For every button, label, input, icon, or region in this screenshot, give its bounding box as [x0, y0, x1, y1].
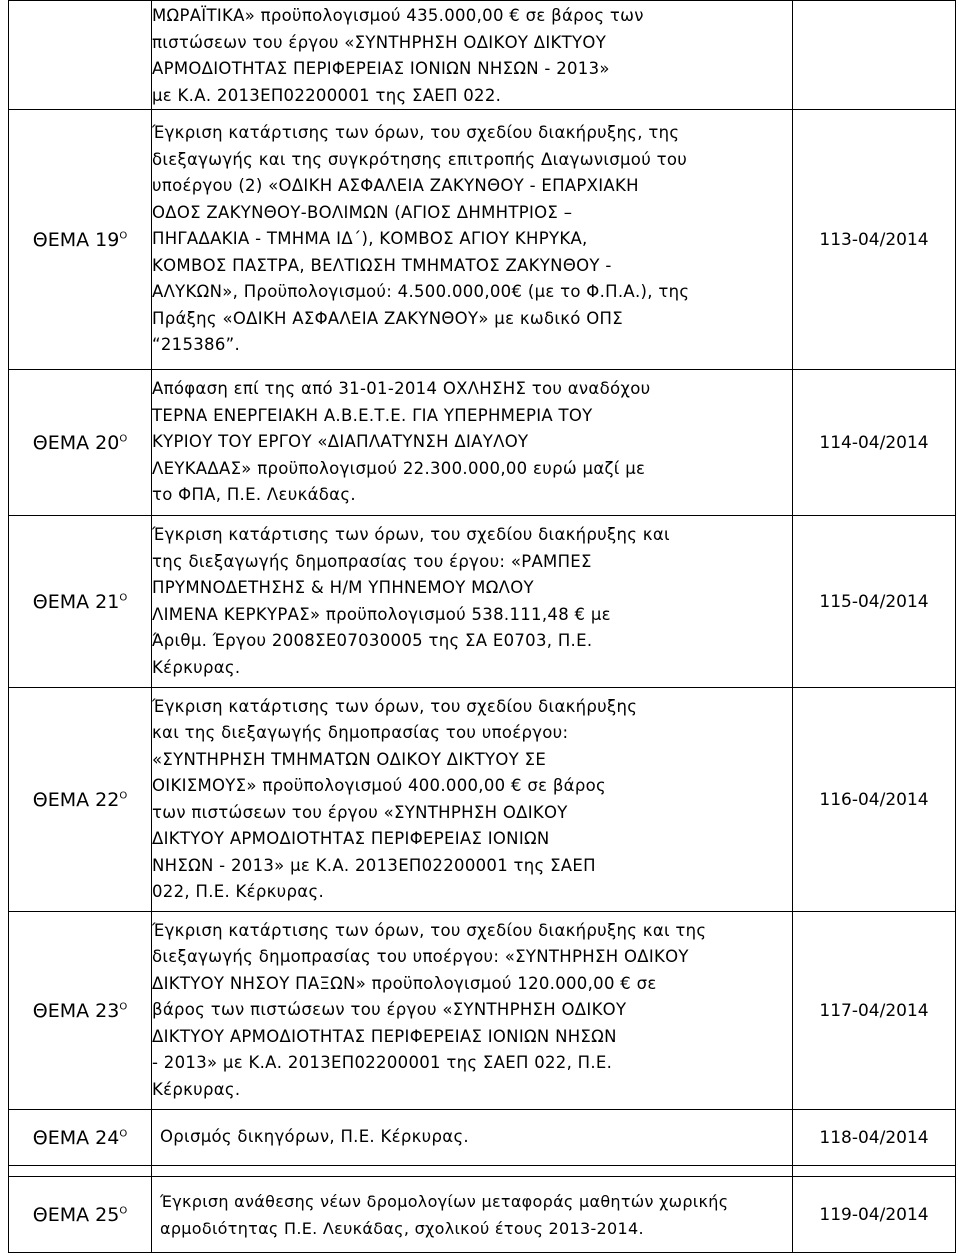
description-line: Έγκριση κατάρτισης των όρων, του σχεδίου διακήρυξης και: [152, 525, 670, 544]
topic-superscript: Ο: [119, 1001, 128, 1013]
decision-number-cell: [793, 912, 956, 1110]
description-cell: [152, 1, 793, 110]
decision-number-cell: [793, 1177, 956, 1253]
description-line: διεξαγωγής και της συγκρότησης επιτροπής Διαγωνισμού του: [152, 149, 688, 169]
description-line: 022, Π.Ε. Κέρκυρας.: [152, 882, 325, 901]
topic-superscript: Ο: [119, 230, 128, 242]
topic-cell: [9, 1110, 152, 1166]
description-line: διεξαγωγής δημοπρασίας του υποέργου: «ΣΥΝΤΗΡΗΣΗ ΟΔΙΚΟΥ: [152, 947, 689, 967]
topic-cell: [9, 688, 152, 912]
description-line: Έγκριση κατάρτισης των όρων, του σχεδίου διακήρυξης, της: [152, 123, 680, 143]
table-row: [9, 370, 956, 516]
decision-number-cell: [793, 370, 956, 516]
topic-label: ΘΕΜΑ 24: [32, 1126, 120, 1149]
description-line: ΛΕΥΚΑΔΑΣ» προϋπολογισμού 22.300.000,00 ευρώ μαζί με: [152, 458, 646, 478]
description-line: ΚΥΡΙΟΥ ΤΟΥ ΕΡΓΟΥ «ΔΙΑΠΛΑΤΥΝΣΗ ΔΙΑΥΛΟΥ: [152, 432, 529, 452]
description-line: ΝΗΣΩΝ - 2013» με Κ.Α. 2013ΕΠ02200001 της ΣΑΕΠ: [152, 855, 596, 875]
description-line: ΔΙΚΤΥΟΥ ΑΡΜΟΔΙΟΤΗΤΑΣ ΠΕΡΙΦΕΡΕΙΑΣ ΙΟΝΙΩΝ ΝΗΣΩΝ: [152, 1026, 617, 1046]
topic-label: ΘΕΜΑ 20: [32, 431, 120, 454]
topic-cell: [9, 1, 152, 110]
description-line: “215386”.: [152, 335, 241, 355]
decision-number-cell: [793, 688, 956, 912]
topic-label: ΘΕΜΑ 23: [32, 999, 120, 1022]
table-row: [9, 1177, 956, 1253]
description-line: με Κ.Α. 2013ΕΠ02200001 της ΣΑΕΠ 022.: [152, 85, 502, 105]
table-row: [9, 688, 956, 912]
description-line: Κέρκυρας.: [152, 1079, 241, 1099]
description-line: βάρος των πιστώσεων του έργου «ΣΥΝΤΗΡΗΣΗ ΟΔΙΚΟΥ: [152, 1000, 627, 1020]
description-line: ΟΙΚΙΣΜΟΥΣ» προϋπολογισμού 400.000,00 € σε βάρος: [152, 776, 607, 795]
topic-label: ΘΕΜΑ 21: [32, 590, 120, 613]
table-row: [9, 1110, 956, 1166]
description-line: Πράξης «ΟΔΙΚΗ ΑΣΦΑΛΕΙΑ ΖΑΚΥΝΘΟΥ» με κωδικό ΟΠΣ: [152, 308, 623, 328]
table-row: [9, 1, 956, 110]
description-line: ΚΟΜΒΟΣ ΠΑΣΤΡΑ, ΒΕΛΤΙΩΣΗ ΤΜΗΜΑΤΟΣ ΖΑΚΥΝΘΟΥ -: [152, 255, 612, 275]
description-cell: [152, 110, 793, 370]
decision-number-cell: [793, 516, 956, 688]
description-line: Κέρκυρας.: [152, 657, 241, 677]
description-line: ΔΙΚΤΥΟΥ ΝΗΣΟΥ ΠΑΞΩΝ» προϋπολογισμού 120.000,00 € σε: [152, 973, 657, 993]
description-cell: [152, 370, 793, 516]
description-line: ΔΙΚΤΥΟΥ ΑΡΜΟΔΙΟΤΗΤΑΣ ΠΕΡΙΦΕΡΕΙΑΣ ΙΟΝΙΩΝ: [152, 829, 550, 848]
topic-cell: [9, 516, 152, 688]
decision-number: 118-04/2014: [819, 1127, 929, 1148]
table-row: [9, 912, 956, 1110]
topic-label: ΘΕΜΑ 19: [32, 228, 120, 251]
description-line: Έγκριση κατάρτισης των όρων, του σχεδίου διακήρυξης και της: [152, 920, 707, 940]
decision-number: 119-04/2014: [819, 1204, 929, 1225]
description-line: Έγκριση ανάθεσης νέων δρομολογίων μεταφοράς μαθητών χωρικής: [160, 1191, 729, 1211]
description-line: και της διεξαγωγής δημοπρασίας του υποέργου:: [152, 723, 569, 742]
description-cell: [152, 912, 793, 1110]
description-line: ΑΛΥΚΩΝ», Προϋπολογισμού: 4.500.000,00€ (με το Φ.Π.Α.), της: [152, 282, 690, 302]
topic-superscript: Ο: [119, 433, 128, 445]
table-gap: [9, 1166, 956, 1177]
decision-number: 116-04/2014: [819, 789, 929, 810]
table-row: [9, 516, 956, 688]
description-line: της διεξαγωγής δημοπρασίας του έργου: «ΡΑΜΠΕΣ: [152, 551, 592, 571]
table-row: [9, 110, 956, 370]
description-line: Ορισμός δικηγόρων, Π.Ε. Κέρκυρας.: [160, 1127, 469, 1147]
decision-number-cell: [793, 110, 956, 370]
description-line: ΟΔΟΣ ΖΑΚΥΝΘΟΥ-ΒΟΛΙΜΩΝ (ΑΓΙΟΣ ΔΗΜΗΤΡΙΟΣ –: [152, 202, 573, 222]
description-line: ΑΡΜΟΔΙΟΤΗΤΑΣ ΠΕΡΙΦΕΡΕΙΑΣ ΙΟΝΙΩΝ ΝΗΣΩΝ - 2013»: [152, 59, 610, 78]
description-line: υποέργου (2) «ΟΔΙΚΗ ΑΣΦΑΛΕΙΑ ΖΑΚΥΝΘΟΥ - ΕΠΑΡΧΙΑΚΗ: [152, 176, 639, 196]
topic-superscript: Ο: [119, 1128, 128, 1140]
decision-number-cell: [793, 1, 956, 110]
description-line: το ΦΠΑ, Π.Ε. Λευκάδας.: [152, 485, 356, 505]
description-line: Έγκριση κατάρτισης των όρων, του σχεδίου διακήρυξης: [152, 696, 638, 716]
description-line: των πιστώσεων του έργου «ΣΥΝΤΗΡΗΣΗ ΟΔΙΚΟΥ: [152, 802, 568, 822]
description-line: - 2013» με Κ.Α. 2013ΕΠ02200001 της ΣΑΕΠ 022, Π.Ε.: [152, 1053, 613, 1073]
description-line: ΛΙΜΕΝΑ ΚΕΡΚΥΡΑΣ» προϋπολογισμού 538.111,48 € με: [152, 604, 611, 624]
agenda-table: [8, 0, 956, 1253]
topic-cell: [9, 912, 152, 1110]
topic-cell: [9, 1177, 152, 1253]
description-cell: [152, 516, 793, 688]
decision-number: 115-04/2014: [819, 591, 929, 612]
topic-superscript: Ο: [119, 592, 128, 604]
decision-number: 114-04/2014: [819, 432, 929, 453]
decision-number: 117-04/2014: [819, 1000, 929, 1021]
decision-number-cell: [793, 1110, 956, 1166]
topic-superscript: Ο: [119, 790, 128, 802]
description-line: Απόφαση επί της από 31-01-2014 ΟΧΛΗΣΗΣ του αναδόχου: [152, 379, 651, 399]
topic-label: ΘΕΜΑ 22: [32, 788, 120, 811]
topic-cell: [9, 370, 152, 516]
description-line: ΠΡΥΜΝΟΔΕΤΗΣΗΣ & Η/Μ ΥΠΗΝΕΜΟΥ ΜΩΛΟΥ: [152, 578, 534, 597]
description-line: ΠΗΓΑΔΑΚΙΑ - ΤΜΗΜΑ ΙΔ΄), ΚΟΜΒΟΣ ΑΓΙΟΥ ΚΗΡΥΚΑ,: [152, 229, 588, 249]
description-line: αρμοδιότητας Π.Ε. Λευκάδας, σχολικού έτους 2013-2014.: [160, 1218, 644, 1238]
description-line: «ΣΥΝΤΗΡΗΣΗ ΤΜΗΜΑΤΩΝ ΟΔΙΚΟΥ ΔΙΚΤΥΟΥ ΣΕ: [152, 749, 547, 769]
description-line: ΜΩΡΑΪΤΙΚΑ» προϋπολογισμού 435.000,00 € σε βάρος των: [152, 6, 644, 25]
topic-label: ΘΕΜΑ 25: [32, 1203, 120, 1226]
description-cell: [152, 688, 793, 912]
topic-superscript: Ο: [119, 1205, 128, 1217]
description-cell: [152, 1177, 793, 1253]
description-cell: [152, 1110, 793, 1166]
decision-number: 113-04/2014: [819, 229, 929, 250]
topic-cell: [9, 110, 152, 370]
description-line: ΤΕΡΝΑ ΕΝΕΡΓΕΙΑΚΗ Α.Β.Ε.Τ.Ε. ΓΙΑ ΥΠΕΡΗΜΕΡΙΑ ΤΟΥ: [152, 405, 593, 425]
description-line: πιστώσεων του έργου «ΣΥΝΤΗΡΗΣΗ ΟΔΙΚΟΥ ΔΙΚΤΥΟΥ: [152, 32, 607, 52]
description-line: Άριθμ. Έργου 2008ΣΕ07030005 της ΣΑ Ε0703, Π.Ε.: [152, 631, 593, 650]
